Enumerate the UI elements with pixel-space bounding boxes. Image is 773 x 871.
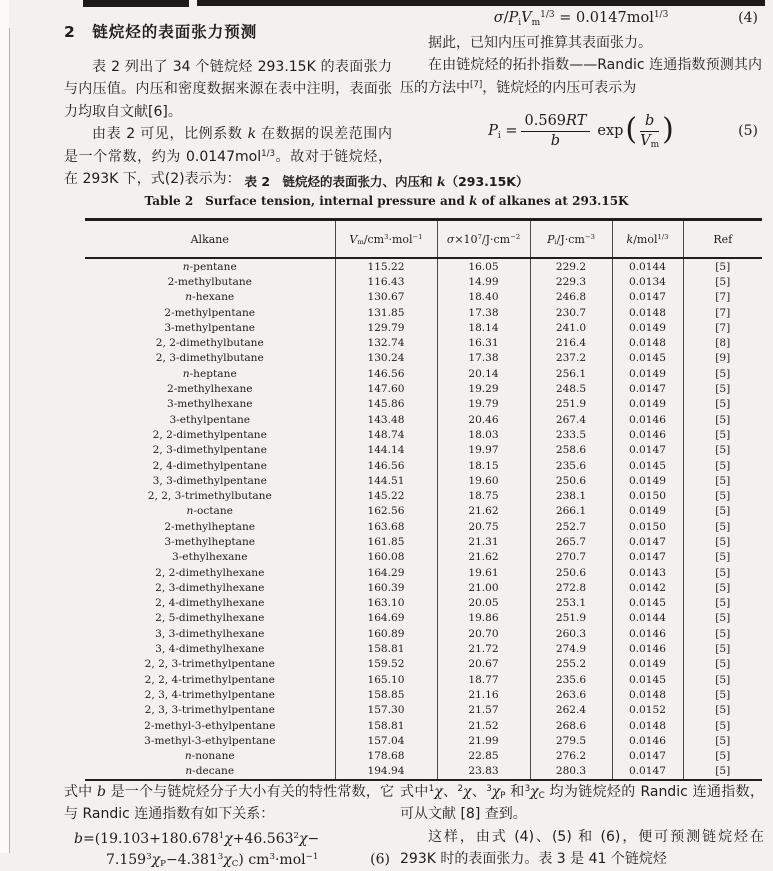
sigma-value: 20.14 (437, 366, 530, 381)
left-column-top (64, 20, 392, 190)
paragraph-connectivity-indices: 式中$^1$χ、$^2$χ、$^3\chi_P$ 和$^3\chi_C$ 均为链烷烃的 Randic 连通指数，可从文献 [8] 查到。 (400, 784, 765, 823)
table-row (85, 443, 762, 458)
pi-value: 256.1 (530, 366, 612, 381)
column-header-surface-tension: $\sigma\times 10^7/J\cdot cm^{-2}$ (437, 220, 530, 259)
equation-4 (400, 10, 762, 26)
paragraph-table2-intro: 表 2 列出了 34 个链烷烃 293.15K 的表面张力与内压值。内压和密度数据来源在表中注明，表面张力均取自文献[6]。 (64, 59, 392, 120)
alkane-name: 3-methylhexane (166, 398, 253, 411)
vm-value: 160.89 (335, 626, 437, 641)
table-row (85, 565, 762, 580)
vm-value: 162.56 (335, 504, 437, 519)
sigma-value: 20.67 (437, 657, 530, 672)
table-caption-zh: 表 2 链烷烃的表面张力、内压和 k（293.15K） (244, 174, 529, 189)
pi-value: 266.1 (530, 504, 612, 519)
sigma-value: 21.16 (437, 687, 530, 702)
pi-value: 268.6 (530, 718, 612, 733)
pi-value: 260.3 (530, 626, 612, 641)
table-row (85, 397, 762, 412)
equation-4-body: $\sigma/P_iV_m^{1/3} = 0.0147mol^{1/3}$ (493, 10, 669, 28)
table-row (85, 657, 762, 672)
pi-value: 263.6 (530, 687, 612, 702)
table-row (85, 749, 762, 764)
alkane-name: 3, 4-dimethylhexane (155, 643, 265, 656)
column-header-internal-pressure: $P_i/J\cdot cm^{-3}$ (530, 220, 612, 259)
vm-value: 145.86 (335, 397, 437, 412)
k-value: 0.0149 (612, 504, 683, 519)
vm-value: 144.14 (335, 443, 437, 458)
alkane-name: n-pentane (182, 260, 237, 273)
sigma-value: 21.99 (437, 733, 530, 748)
table-row (85, 534, 762, 549)
ref-value: [5] (683, 412, 762, 427)
table-row (85, 611, 762, 626)
sigma-value: 17.38 (437, 305, 530, 320)
k-value: 0.0148 (612, 718, 683, 733)
sigma-value: 20.70 (437, 626, 530, 641)
vm-value: 146.56 (335, 366, 437, 381)
ref-value: [5] (683, 427, 762, 442)
table-row (85, 672, 762, 687)
pi-value: 241.0 (530, 320, 612, 335)
pi-value: 216.4 (530, 335, 612, 350)
paragraph-randic-method: 在由链烷烃的拓扑指数——Randic 连通指数预测其内压的方法中[7]，链烷烃的内压可表示为 (400, 57, 762, 96)
pi-value: 237.2 (530, 351, 612, 366)
equation-6-number: (6) (370, 851, 390, 868)
ref-value: [5] (683, 611, 762, 626)
k-value: 0.0147 (612, 534, 683, 549)
scan-edge-line (9, 28, 10, 853)
ref-value: [5] (683, 703, 762, 718)
vm-value: 129.79 (335, 320, 437, 335)
equation-4-number: (4) (738, 10, 758, 26)
table-row (85, 580, 762, 595)
vm-value: 163.10 (335, 596, 437, 611)
pi-value: 276.2 (530, 749, 612, 764)
pi-value: 229.3 (530, 274, 612, 289)
alkane-name: 2, 2-dimethylpentane (152, 428, 267, 441)
open-paren: ( (625, 112, 638, 148)
ref-value: [7] (683, 305, 762, 320)
vm-value: 130.67 (335, 290, 437, 305)
table-row (85, 764, 762, 780)
pi-value: 270.7 (530, 550, 612, 565)
table-row (85, 258, 762, 274)
k-value: 0.0146 (612, 733, 683, 748)
k-value: 0.0145 (612, 596, 683, 611)
ref-value: [5] (683, 534, 762, 549)
sigma-value: 18.77 (437, 672, 530, 687)
section-heading: 2 链烷烃的表面张力预测 (64, 23, 258, 41)
right-column-top (400, 8, 762, 159)
alkane-name: 2-methylbutane (167, 275, 252, 288)
k-value: 0.0147 (612, 550, 683, 565)
vm-value: 160.08 (335, 550, 437, 565)
k-value: 0.0147 (612, 764, 683, 780)
paragraph-coefficient-k: 由表 2 可见，比例系数 k 在数据的误差范围内是一个常数，约为 0.0147mol$^{1/3}$。故对于链烷烃，在 293K 下，式(2)表示为： (64, 126, 393, 188)
alkane-name: 2, 3, 4-trimethylpentane (144, 688, 275, 701)
pi-value: 274.9 (530, 641, 612, 656)
alkanes-table (85, 218, 762, 781)
sigma-value: 21.00 (437, 580, 530, 595)
table-row (85, 504, 762, 519)
vm-value: 158.81 (335, 641, 437, 656)
pi-value: 255.2 (530, 657, 612, 672)
vm-value: 158.81 (335, 718, 437, 733)
pi-value: 258.6 (530, 443, 612, 458)
table-row (85, 473, 762, 488)
ref-value: [5] (683, 596, 762, 611)
k-value: 0.0145 (612, 458, 683, 473)
vm-value: 148.74 (335, 427, 437, 442)
table-header-row (85, 220, 762, 259)
sigma-value: 20.75 (437, 519, 530, 534)
table-row (85, 550, 762, 565)
table-row (85, 351, 762, 366)
vm-value: 145.22 (335, 488, 437, 503)
pi-value: 279.5 (530, 733, 612, 748)
alkane-name: 2, 2-dimethylbutane (155, 337, 264, 350)
ref-value: [5] (683, 473, 762, 488)
k-value: 0.0148 (612, 335, 683, 350)
alkane-name: n-decane (185, 765, 235, 778)
alkane-name: 2, 2, 3-trimethylbutane (147, 490, 272, 503)
pi-value: 235.6 (530, 672, 612, 687)
table-row (85, 366, 762, 381)
vm-value: 164.29 (335, 565, 437, 580)
vm-value: 158.85 (335, 687, 437, 702)
vm-value: 115.22 (335, 258, 437, 274)
vm-value: 161.85 (335, 534, 437, 549)
pi-value: 280.3 (530, 764, 612, 780)
table-row (85, 458, 762, 473)
alkane-name: 3-methylheptane (164, 535, 256, 548)
paragraph-deduce-surface-tension: 据此，已知内压可推算其表面张力。 (428, 35, 652, 51)
k-value: 0.0149 (612, 397, 683, 412)
right-column-bottom (400, 781, 764, 871)
ref-value: [5] (683, 488, 762, 503)
scan-artifact-band (197, 0, 765, 6)
paragraph-prediction-summary: 这样，由式 (4)、(5) 和 (6)，便可预测链烷烃在 293K 时的表面张力。表 3 是 41 个链烷烃 (400, 828, 764, 868)
sigma-value: 21.62 (437, 504, 530, 519)
left-column-bottom (64, 781, 394, 871)
alkane-name: 2, 3-dimethylpentane (152, 444, 267, 457)
k-value: 0.0149 (612, 473, 683, 488)
table-row (85, 519, 762, 534)
vm-value: 146.56 (335, 458, 437, 473)
table-caption-en: Table 2 Surface tension, internal pressure and k of alkanes at 293.15K (144, 194, 629, 208)
ref-value: [5] (683, 687, 762, 702)
k-value: 0.0149 (612, 366, 683, 381)
vm-value: 147.60 (335, 381, 437, 396)
vm-value: 178.68 (335, 749, 437, 764)
vm-value: 143.48 (335, 412, 437, 427)
table-row (85, 733, 762, 748)
alkane-name: 3-ethylhexane (171, 551, 248, 564)
sigma-value: 19.61 (437, 565, 530, 580)
fraction: $\frac{b}{V_m}$ (640, 113, 660, 151)
table-row (85, 427, 762, 442)
pi-value: 265.7 (530, 534, 612, 549)
pi-value: 251.9 (530, 397, 612, 412)
table-row (85, 488, 762, 503)
ref-value: [7] (683, 290, 762, 305)
ref-value: [5] (683, 443, 762, 458)
pi-value: 230.7 (530, 305, 612, 320)
k-value: 0.0147 (612, 443, 683, 458)
alkane-name: n-nonane (184, 750, 235, 763)
table-row (85, 274, 762, 289)
alkane-name: 2, 2, 4-trimethylpentane (144, 673, 275, 686)
vm-value: 160.39 (335, 580, 437, 595)
paragraph-b-constant: 式中 b 是一个与链烷烃分子大小有关的特性常数，它与 Randic 连通指数有如下关系： (64, 784, 395, 823)
vm-value: 165.10 (335, 672, 437, 687)
ref-value: [7] (683, 320, 762, 335)
pi-value: 252.7 (530, 519, 612, 534)
k-value: 0.0146 (612, 626, 683, 641)
ref-value: [5] (683, 458, 762, 473)
ref-value: [5] (683, 366, 762, 381)
k-value: 0.0150 (612, 488, 683, 503)
ref-value: [5] (683, 519, 762, 534)
alkane-name: n-heptane (182, 367, 237, 380)
k-value: 0.0143 (612, 565, 683, 580)
alkane-name: 3-methylpentane (164, 321, 256, 334)
pi-value: 250.6 (530, 565, 612, 580)
alkane-name: 2-methylheptane (164, 520, 256, 533)
scan-artifact-band (83, 0, 189, 7)
ref-value: [5] (683, 565, 762, 580)
ref-value: [5] (683, 397, 762, 412)
k-value: 0.0142 (612, 580, 683, 595)
table-row (85, 320, 762, 335)
ref-value: [5] (683, 672, 762, 687)
pi-value: 251.9 (530, 611, 612, 626)
sigma-value: 14.99 (437, 274, 530, 289)
table-row (85, 596, 762, 611)
ref-value: [9] (683, 351, 762, 366)
equation-5-lhs: $P_i$ = (488, 123, 518, 141)
sigma-value: 17.38 (437, 351, 530, 366)
column-header-k: k/mol$^{1/3}$ (612, 220, 683, 259)
ref-value: [5] (683, 626, 762, 641)
vm-value: 159.52 (335, 657, 437, 672)
sigma-value: 18.75 (437, 488, 530, 503)
alkane-name: 3-methyl-3-ethylpentane (144, 734, 276, 747)
alkane-name: 2, 3-dimethylbutane (155, 352, 264, 365)
k-value: 0.0147 (612, 381, 683, 396)
alkane-name: 3-ethylpentane (169, 413, 251, 426)
alkane-name: 3, 3-dimethylhexane (155, 627, 265, 640)
exp-operator: exp (597, 123, 624, 140)
sigma-value: 19.97 (437, 443, 530, 458)
table-row (85, 687, 762, 702)
equation-6-line1: $b=(19.103+180.678^1\chi+46.563^2\chi-$ (74, 830, 320, 847)
pi-value: 229.2 (530, 258, 612, 274)
k-value: 0.0147 (612, 290, 683, 305)
alkane-name: n-hexane (185, 291, 235, 304)
table-row (85, 718, 762, 733)
sigma-value: 21.62 (437, 550, 530, 565)
table-row (85, 703, 762, 718)
ref-value: [5] (683, 749, 762, 764)
sigma-value: 19.79 (437, 397, 530, 412)
sigma-value: 21.31 (437, 534, 530, 549)
column-header-molar-volume: $V_m/cm^3\cdot mol^{-1}$ (335, 220, 437, 259)
pi-value: 235.6 (530, 458, 612, 473)
sigma-value: 23.83 (437, 764, 530, 780)
k-value: 0.0146 (612, 641, 683, 656)
alkane-name: 2, 4-dimethylhexane (155, 597, 265, 610)
equation-6 (64, 829, 394, 871)
alkane-name: n-octane (186, 505, 233, 518)
sigma-value: 21.72 (437, 641, 530, 656)
ref-value: [5] (683, 274, 762, 289)
sigma-value: 16.31 (437, 335, 530, 350)
scan-margin-strip (0, 0, 9, 853)
pi-value: 262.4 (530, 703, 612, 718)
sigma-value: 19.29 (437, 381, 530, 396)
k-value: 0.0148 (612, 305, 683, 320)
vm-value: 157.30 (335, 703, 437, 718)
k-value: 0.0147 (612, 749, 683, 764)
pi-value: 253.1 (530, 596, 612, 611)
k-value: 0.0152 (612, 703, 683, 718)
table-row (85, 305, 762, 320)
alkane-name: 2, 3-dimethylhexane (155, 581, 265, 594)
sigma-value: 21.57 (437, 703, 530, 718)
vm-value: 132.74 (335, 335, 437, 350)
vm-value: 116.43 (335, 274, 437, 289)
k-value: 0.0134 (612, 274, 683, 289)
vm-value: 131.85 (335, 305, 437, 320)
k-value: 0.0149 (612, 320, 683, 335)
k-value: 0.0148 (612, 687, 683, 702)
ref-value: [5] (683, 657, 762, 672)
vm-value: 144.51 (335, 473, 437, 488)
close-paren: ) (662, 112, 674, 148)
sigma-value: 18.14 (437, 320, 530, 335)
alkane-name: 2-methylhexane (166, 383, 253, 396)
vm-value: 163.68 (335, 519, 437, 534)
sigma-value: 20.05 (437, 596, 530, 611)
alkane-name: 2, 2-dimethylhexane (155, 566, 265, 579)
alkane-name: 2-methylpentane (164, 306, 256, 319)
pi-value: 248.5 (530, 381, 612, 396)
vm-value: 130.24 (335, 351, 437, 366)
ref-value: [5] (683, 733, 762, 748)
ref-value: [5] (683, 580, 762, 595)
ref-value: [5] (683, 381, 762, 396)
ref-value: [5] (683, 764, 762, 780)
ref-value: [5] (683, 258, 762, 274)
equation-5-number: (5) (738, 123, 758, 140)
alkane-name: 3, 3-dimethylpentane (152, 474, 267, 487)
sigma-value: 20.46 (437, 412, 530, 427)
table-row (85, 626, 762, 641)
pi-value: 267.4 (530, 412, 612, 427)
pi-value: 246.8 (530, 290, 612, 305)
table-row (85, 641, 762, 656)
vm-value: 157.04 (335, 733, 437, 748)
k-value: 0.0144 (612, 258, 683, 274)
alkane-name: 2, 4-dimethylpentane (152, 459, 267, 472)
sigma-value: 21.52 (437, 718, 530, 733)
fraction: $\frac{0.569RT}{b}$ (521, 113, 591, 149)
alkane-name: 2, 5-dimethylhexane (155, 612, 265, 625)
column-header-ref: Ref (683, 220, 762, 259)
sigma-value: 16.05 (437, 258, 530, 274)
table-row (85, 290, 762, 305)
alkane-name: 2-methyl-3-ethylpentane (144, 719, 276, 732)
ref-value: [5] (683, 550, 762, 565)
equation-6-line2: (6) $7.159^3\chi_P-4.381^3\chi_C$) $cm^3\cdot mol^{-1}$ (106, 851, 390, 870)
ref-value: [5] (683, 718, 762, 733)
sigma-value: 19.60 (437, 473, 530, 488)
k-value: 0.0145 (612, 672, 683, 687)
sigma-value: 18.15 (437, 458, 530, 473)
vm-value: 164.69 (335, 611, 437, 626)
pi-value: 272.8 (530, 580, 612, 595)
table-row (85, 381, 762, 396)
k-value: 0.0150 (612, 519, 683, 534)
table-row (85, 412, 762, 427)
k-value: 0.0149 (612, 657, 683, 672)
pi-value: 250.6 (530, 473, 612, 488)
vm-value: 194.94 (335, 764, 437, 780)
equation-5 (400, 109, 762, 153)
column-header-alkane: Alkane (85, 220, 335, 259)
ref-value: [5] (683, 641, 762, 656)
k-value: 0.0144 (612, 611, 683, 626)
sigma-value: 22.85 (437, 749, 530, 764)
sigma-value: 18.03 (437, 427, 530, 442)
sigma-value: 19.86 (437, 611, 530, 626)
ref-value: [5] (683, 504, 762, 519)
table-row (85, 335, 762, 350)
k-value: 0.0146 (612, 427, 683, 442)
alkane-name: 2, 3, 3-trimethylpentane (144, 704, 275, 717)
sigma-value: 18.40 (437, 290, 530, 305)
k-value: 0.0146 (612, 412, 683, 427)
pi-value: 238.1 (530, 488, 612, 503)
alkane-name: 2, 2, 3-trimethylpentane (144, 658, 275, 671)
ref-value: [8] (683, 335, 762, 350)
k-value: 0.0145 (612, 351, 683, 366)
pi-value: 233.5 (530, 427, 612, 442)
